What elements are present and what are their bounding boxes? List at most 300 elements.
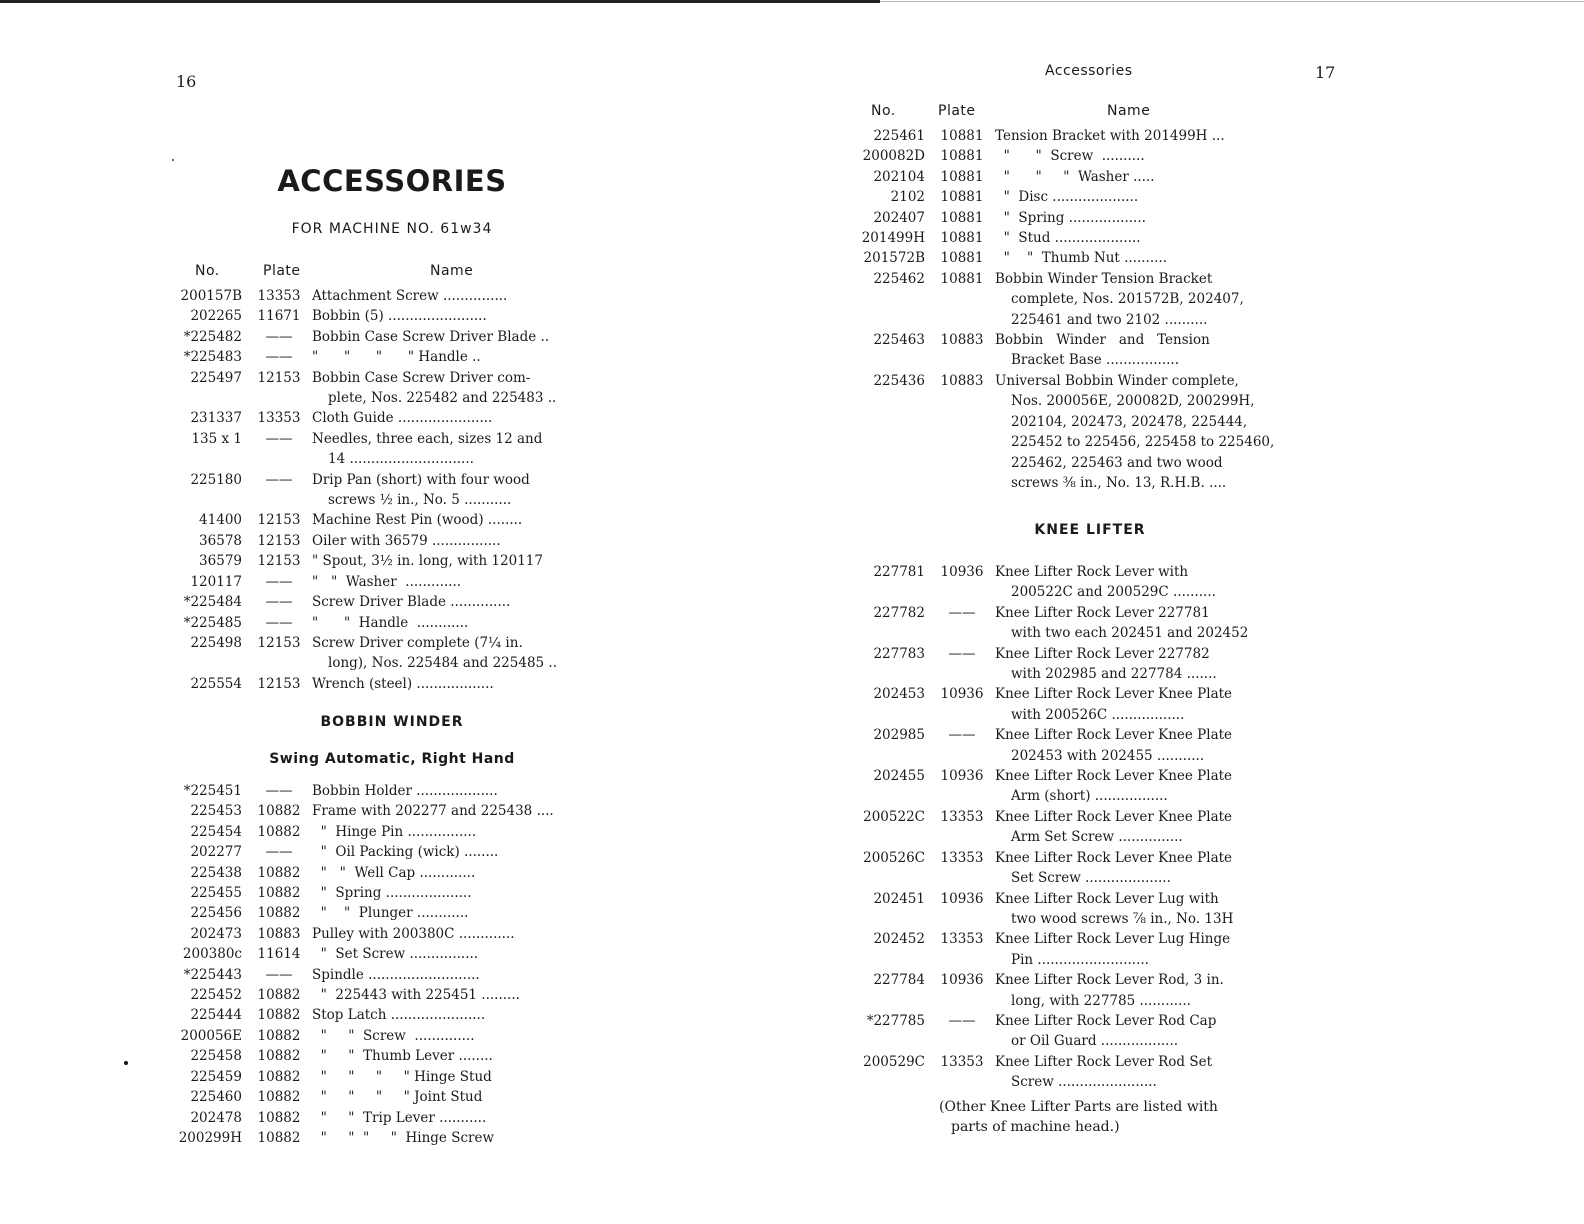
table-row bbox=[172, 801, 612, 821]
part-name bbox=[995, 228, 1295, 248]
column-header-plate: Plate bbox=[263, 263, 301, 279]
part-number: 225452 bbox=[190, 987, 242, 1004]
part-number: 202478 bbox=[190, 1109, 242, 1126]
part-name-line: " Disc .................... bbox=[995, 189, 1139, 206]
part-number: 225497 bbox=[190, 369, 242, 386]
table-row bbox=[172, 347, 612, 367]
part-number: 202451 bbox=[873, 890, 925, 907]
table-row bbox=[172, 781, 612, 801]
part-name-line: " Set Screw ................ bbox=[312, 946, 479, 963]
footnote-line: (Other Knee Lifter Parts are listed with bbox=[939, 1099, 1218, 1115]
column-header-plate: Plate bbox=[938, 103, 976, 119]
plate-number: —— bbox=[948, 1012, 976, 1029]
part-name bbox=[312, 1128, 612, 1148]
part-number: 202452 bbox=[873, 931, 925, 948]
table-row bbox=[172, 944, 612, 964]
table-row bbox=[855, 889, 1295, 930]
part-number: *225485 bbox=[183, 614, 242, 631]
part-name-line: " " Handle ............ bbox=[312, 614, 469, 631]
part-name bbox=[312, 903, 612, 923]
plate-number: 10882 bbox=[257, 905, 301, 922]
part-name-line: with 202985 and 227784 ....... bbox=[1011, 666, 1217, 683]
table-row bbox=[855, 644, 1295, 685]
plate-number: 10936 bbox=[940, 564, 984, 580]
part-number: 201572B bbox=[863, 250, 925, 267]
part-name bbox=[995, 187, 1295, 207]
part-name-line: " 225443 with 225451 ......... bbox=[312, 987, 520, 1004]
part-name-line: Drip Pan (short) with four wood bbox=[312, 471, 530, 488]
part-name-line: " " Thumb Nut .......... bbox=[995, 250, 1168, 267]
part-name-line: Pulley with 200380C ............. bbox=[312, 925, 515, 942]
table-row bbox=[855, 228, 1295, 248]
part-name bbox=[995, 766, 1295, 807]
plate-number: —— bbox=[265, 783, 293, 799]
column-header-name: Name bbox=[1107, 103, 1151, 119]
table-row bbox=[172, 822, 612, 842]
plate-number: 10882 bbox=[257, 803, 301, 820]
part-name-line: Wrench (steel) .................. bbox=[312, 675, 494, 692]
part-number: 227784 bbox=[873, 972, 925, 989]
table-row bbox=[855, 248, 1295, 268]
part-name bbox=[312, 429, 612, 470]
plate-number: 13353 bbox=[940, 849, 984, 866]
plate-number: 12153 bbox=[257, 675, 301, 692]
part-number: 200157B bbox=[180, 288, 242, 304]
part-name-line: Knee Lifter Rock Lever Knee Plate bbox=[995, 768, 1233, 785]
part-name bbox=[312, 286, 612, 306]
part-name-line: " Spring .................. bbox=[995, 209, 1146, 226]
plate-number: 10881 bbox=[940, 230, 984, 247]
plate-number: —— bbox=[265, 844, 293, 861]
table-row bbox=[172, 674, 612, 694]
part-name-line: Bobbin Winder and Tension bbox=[995, 332, 1210, 349]
part-name-line: " " Screw .............. bbox=[312, 1027, 475, 1044]
part-name-line: Oiler with 36579 ................ bbox=[312, 532, 501, 549]
part-number: 225461 bbox=[873, 128, 925, 144]
part-name-line: 225461 and two 2102 .......... bbox=[1011, 311, 1208, 328]
table-row bbox=[172, 572, 612, 592]
page-title: ACCESSORIES bbox=[277, 164, 507, 198]
plate-number: —— bbox=[265, 349, 293, 366]
part-number: 225462 bbox=[873, 270, 925, 287]
part-number: 225498 bbox=[190, 634, 242, 651]
part-name-line: Knee Lifter Rock Lever with bbox=[995, 564, 1189, 580]
part-name-line: " " Trip Lever ........... bbox=[312, 1109, 487, 1126]
part-name-line: Bobbin Holder ................... bbox=[312, 783, 498, 799]
part-number: 202277 bbox=[190, 844, 242, 861]
table-row bbox=[855, 1011, 1295, 1052]
table-row bbox=[172, 985, 612, 1005]
part-number: 231337 bbox=[190, 410, 242, 427]
table-row bbox=[172, 327, 612, 347]
part-name-line: with 200526C ................. bbox=[1011, 706, 1185, 723]
part-number: 202265 bbox=[190, 308, 242, 325]
plate-number: 10882 bbox=[257, 864, 301, 881]
part-number: 225454 bbox=[190, 823, 242, 840]
part-name bbox=[312, 592, 612, 612]
part-number: 200082D bbox=[862, 148, 925, 165]
part-name-line: Knee Lifter Rock Lever Rod Cap bbox=[995, 1012, 1217, 1029]
plate-number: 12153 bbox=[257, 634, 301, 651]
part-name bbox=[312, 924, 612, 944]
part-name bbox=[995, 644, 1295, 685]
table-row bbox=[855, 146, 1295, 166]
footnote bbox=[939, 1097, 1218, 1137]
part-name-line: Screw ....................... bbox=[1011, 1074, 1157, 1091]
plate-number: 12153 bbox=[257, 532, 301, 549]
part-name-line: long), Nos. 225484 and 225485 .. bbox=[328, 655, 557, 672]
part-name-line: " " Washer ............. bbox=[312, 573, 462, 590]
part-name bbox=[995, 807, 1295, 848]
part-name bbox=[995, 208, 1295, 228]
part-number: 36579 bbox=[199, 553, 242, 570]
column-header-no: No. bbox=[195, 263, 220, 279]
part-name-line: " " Well Cap ............. bbox=[312, 864, 476, 881]
part-name bbox=[995, 562, 1295, 603]
table-row bbox=[172, 863, 612, 883]
part-name-line: Arm (short) ................. bbox=[1011, 788, 1168, 805]
part-number: 225444 bbox=[190, 1007, 242, 1024]
accessories-table bbox=[172, 286, 612, 694]
table-row bbox=[172, 429, 612, 470]
table-row bbox=[172, 306, 612, 326]
table-row bbox=[172, 1026, 612, 1046]
plate-number: 10936 bbox=[940, 768, 984, 785]
part-name-line: Bobbin Case Screw Driver Blade .. bbox=[312, 328, 550, 345]
table-row bbox=[172, 592, 612, 612]
part-name-line: 225462, 225463 and two wood bbox=[1011, 454, 1223, 471]
plate-number: 12153 bbox=[257, 512, 301, 529]
plate-number: —— bbox=[265, 614, 293, 631]
part-name bbox=[995, 848, 1295, 889]
part-number: *225483 bbox=[183, 349, 242, 366]
plate-number: 10881 bbox=[940, 209, 984, 226]
part-name bbox=[312, 1067, 612, 1087]
part-name-line: Spindle .......................... bbox=[312, 966, 480, 983]
table-row bbox=[172, 286, 612, 306]
part-number: *225482 bbox=[183, 328, 242, 345]
part-number: 120117 bbox=[190, 573, 242, 590]
part-name-line: Knee Lifter Rock Lever Lug with bbox=[995, 890, 1219, 907]
table-row bbox=[855, 929, 1295, 970]
scan-speck bbox=[172, 159, 174, 161]
plate-number: 10882 bbox=[257, 1048, 301, 1065]
plate-number: 10881 bbox=[940, 189, 984, 206]
plate-number: —— bbox=[948, 645, 976, 662]
part-name-line: 202104, 202473, 202478, 225444, bbox=[1011, 413, 1248, 430]
table-row bbox=[172, 531, 612, 551]
table-row bbox=[172, 1108, 612, 1128]
plate-number: 11671 bbox=[257, 308, 301, 325]
plate-number: 13353 bbox=[940, 808, 984, 825]
part-name bbox=[312, 965, 612, 985]
part-number: 41400 bbox=[199, 512, 242, 529]
part-name bbox=[312, 306, 612, 326]
part-name bbox=[312, 510, 612, 530]
table-row bbox=[855, 187, 1295, 207]
knee-lifter-table bbox=[855, 562, 1295, 1093]
part-name-line: 14 ............................. bbox=[328, 451, 474, 468]
part-number: 201499H bbox=[861, 230, 925, 247]
part-name bbox=[312, 985, 612, 1005]
part-number: 200380c bbox=[182, 946, 242, 963]
table-row bbox=[172, 1128, 612, 1148]
part-name-line: Tension Bracket with 201499H ... bbox=[995, 128, 1225, 144]
plate-number: —— bbox=[265, 328, 293, 345]
plate-number: 10882 bbox=[257, 987, 301, 1004]
part-name-line: " " Screw .......... bbox=[995, 148, 1145, 165]
plate-number: 12153 bbox=[257, 369, 301, 386]
part-name bbox=[312, 822, 612, 842]
part-name bbox=[995, 1011, 1295, 1052]
plate-number: 10882 bbox=[257, 1007, 301, 1024]
part-number: 227781 bbox=[873, 564, 925, 580]
part-number: *225451 bbox=[183, 783, 242, 799]
part-name-line: " " " " Hinge Stud bbox=[312, 1068, 492, 1085]
part-number: 200056E bbox=[180, 1027, 242, 1044]
part-number: 225453 bbox=[190, 803, 242, 820]
table-row bbox=[855, 684, 1295, 725]
part-name-line: two wood screws ⅞ in., No. 13H bbox=[1011, 910, 1234, 927]
part-name-line: Cloth Guide ...................... bbox=[312, 410, 493, 427]
plate-number: —— bbox=[265, 573, 293, 590]
part-number: 202407 bbox=[873, 209, 925, 226]
part-name-line: 202453 with 202455 ........... bbox=[1011, 747, 1205, 764]
table-row bbox=[172, 1046, 612, 1066]
part-name bbox=[312, 327, 612, 347]
part-name bbox=[995, 126, 1295, 146]
table-row bbox=[855, 766, 1295, 807]
part-number: 225456 bbox=[190, 905, 242, 922]
table-row bbox=[855, 371, 1295, 493]
part-name bbox=[995, 929, 1295, 970]
table-row bbox=[172, 924, 612, 944]
plate-number: —— bbox=[265, 966, 293, 983]
part-name bbox=[312, 633, 612, 674]
plate-number: 10882 bbox=[257, 1027, 301, 1044]
part-name-line: " " " " Hinge Screw bbox=[312, 1129, 495, 1146]
part-name bbox=[995, 1052, 1295, 1093]
part-name-line: plete, Nos. 225482 and 225483 .. bbox=[328, 390, 557, 407]
part-name bbox=[995, 269, 1295, 330]
table-row bbox=[172, 1087, 612, 1107]
part-name bbox=[312, 347, 612, 367]
part-number: *225484 bbox=[183, 594, 242, 611]
part-name-line: Bobbin (5) ....................... bbox=[312, 308, 487, 325]
plate-number: —— bbox=[265, 471, 293, 488]
table-row bbox=[855, 848, 1295, 889]
table-row bbox=[855, 167, 1295, 187]
part-name-line: screws ⅜ in., No. 13, R.H.B. .... bbox=[1011, 474, 1227, 491]
part-name-line: " " Plunger ............ bbox=[312, 905, 469, 922]
part-number: 202453 bbox=[873, 686, 925, 703]
plate-number: 10881 bbox=[940, 168, 984, 185]
part-number: 225180 bbox=[190, 471, 242, 488]
section-subheading-swing-automatic: Swing Automatic, Right Hand bbox=[269, 751, 515, 767]
part-name-line: Screw Driver Blade .............. bbox=[312, 594, 511, 611]
plate-number: 10883 bbox=[940, 372, 984, 389]
plate-number: 10883 bbox=[257, 925, 301, 942]
plate-number: 10881 bbox=[940, 270, 984, 287]
part-number: 225459 bbox=[190, 1068, 242, 1085]
part-name bbox=[995, 725, 1295, 766]
table-row bbox=[172, 408, 612, 428]
plate-number: 13353 bbox=[940, 931, 984, 948]
plate-number: 13353 bbox=[257, 288, 301, 304]
part-number: 200529C bbox=[863, 1053, 925, 1070]
part-name-line: or Oil Guard .................. bbox=[1011, 1033, 1179, 1050]
part-name bbox=[995, 167, 1295, 187]
table-row bbox=[172, 1067, 612, 1087]
part-name bbox=[312, 1087, 612, 1107]
part-name-line: " " " " Handle .. bbox=[312, 349, 481, 366]
part-name bbox=[995, 970, 1295, 1011]
section-heading-knee-lifter: KNEE LIFTER bbox=[1034, 522, 1146, 538]
bobbin-winder-continued-table bbox=[855, 126, 1295, 493]
part-name-line: Machine Rest Pin (wood) ........ bbox=[312, 512, 523, 529]
plate-number: 10882 bbox=[257, 885, 301, 902]
part-name bbox=[312, 781, 612, 801]
plate-number: —— bbox=[948, 727, 976, 744]
part-name-line: " Hinge Pin ................ bbox=[312, 823, 477, 840]
part-name-line: " Spring .................... bbox=[312, 885, 472, 902]
plate-number: —— bbox=[265, 594, 293, 611]
plate-number: 10881 bbox=[940, 250, 984, 267]
table-row bbox=[855, 1052, 1295, 1093]
part-number: 135 x 1 bbox=[191, 430, 242, 447]
part-name-line: Knee Lifter Rock Lever Knee Plate bbox=[995, 686, 1233, 703]
part-name bbox=[995, 248, 1295, 268]
scan-speck bbox=[124, 1061, 128, 1065]
part-number: 200299H bbox=[178, 1129, 242, 1146]
plate-number: 10881 bbox=[940, 128, 984, 144]
part-name-line: Frame with 202277 and 225438 .... bbox=[312, 803, 554, 820]
part-name bbox=[312, 551, 612, 571]
part-number: 225458 bbox=[190, 1048, 242, 1065]
table-row bbox=[172, 842, 612, 862]
part-name bbox=[312, 1108, 612, 1128]
plate-number: —— bbox=[948, 604, 976, 621]
part-name bbox=[312, 613, 612, 633]
part-name bbox=[995, 684, 1295, 725]
table-row bbox=[172, 1005, 612, 1025]
part-name-line: Set Screw .................... bbox=[1011, 870, 1171, 887]
plate-number: 13353 bbox=[940, 1053, 984, 1070]
part-number: 227782 bbox=[873, 604, 925, 621]
part-name bbox=[312, 572, 612, 592]
part-number: 225554 bbox=[190, 675, 242, 692]
part-name-line: complete, Nos. 201572B, 202407, bbox=[1011, 291, 1244, 308]
part-name-line: Arm Set Screw ............... bbox=[1011, 829, 1183, 846]
part-name-line: Stop Latch ...................... bbox=[312, 1007, 486, 1024]
part-name bbox=[312, 863, 612, 883]
table-row bbox=[855, 807, 1295, 848]
table-row bbox=[172, 633, 612, 674]
part-number: 36578 bbox=[199, 532, 242, 549]
left-page bbox=[172, 0, 612, 1224]
part-name bbox=[995, 371, 1295, 493]
table-row bbox=[172, 368, 612, 409]
page-subtitle: FOR MACHINE NO. 61w34 bbox=[291, 221, 493, 237]
part-name-line: Nos. 200056E, 200082D, 200299H, bbox=[1011, 393, 1255, 410]
column-header-no: No. bbox=[871, 103, 896, 119]
part-name-line: 200522C and 200529C .......... bbox=[1011, 584, 1216, 601]
table-row bbox=[855, 603, 1295, 644]
part-name bbox=[312, 1026, 612, 1046]
plate-number: 10882 bbox=[257, 1068, 301, 1085]
part-name-line: long, with 227785 ............ bbox=[1011, 992, 1191, 1009]
plate-number: 10936 bbox=[940, 890, 984, 907]
section-heading-bobbin-winder: BOBBIN WINDER bbox=[320, 714, 464, 730]
table-row bbox=[172, 551, 612, 571]
part-name-line: " Oil Packing (wick) ........ bbox=[312, 844, 499, 861]
part-name bbox=[312, 408, 612, 428]
footnote-line: parts of machine head.) bbox=[951, 1119, 1120, 1135]
part-name-line: Knee Lifter Rock Lever Rod Set bbox=[995, 1053, 1213, 1070]
table-row bbox=[172, 470, 612, 511]
part-number: 200526C bbox=[863, 849, 925, 866]
part-name-line: " " " Washer ..... bbox=[995, 168, 1155, 185]
part-number: 202473 bbox=[190, 925, 242, 942]
part-name bbox=[312, 470, 612, 511]
table-row bbox=[172, 903, 612, 923]
table-row bbox=[172, 883, 612, 903]
part-name-line: Knee Lifter Rock Lever Knee Plate bbox=[995, 727, 1233, 744]
part-name-line: Knee Lifter Rock Lever 227781 bbox=[995, 604, 1210, 621]
part-name-line: Screw Driver complete (7¼ in. bbox=[312, 634, 523, 651]
part-name-line: Knee Lifter Rock Lever Rod, 3 in. bbox=[995, 972, 1224, 989]
part-name-line: 225452 to 225456, 225458 to 225460, bbox=[1011, 434, 1275, 451]
part-name bbox=[995, 330, 1295, 371]
part-name-line: with two each 202451 and 202452 bbox=[1011, 625, 1249, 642]
part-name bbox=[312, 801, 612, 821]
part-name-line: Knee Lifter Rock Lever Knee Plate bbox=[995, 808, 1233, 825]
part-number: 225438 bbox=[190, 864, 242, 881]
running-head: Accessories bbox=[1045, 63, 1133, 79]
part-name-line: Knee Lifter Rock Lever 227782 bbox=[995, 645, 1210, 662]
table-row bbox=[855, 269, 1295, 330]
part-name bbox=[995, 146, 1295, 166]
plate-number: 10882 bbox=[257, 1089, 301, 1106]
part-name bbox=[312, 368, 612, 409]
part-number: 225460 bbox=[190, 1089, 242, 1106]
page-number: 16 bbox=[176, 72, 197, 91]
part-name bbox=[312, 944, 612, 964]
part-name-line: " Stud .................... bbox=[995, 230, 1141, 247]
table-row bbox=[855, 725, 1295, 766]
part-number: *225443 bbox=[183, 966, 242, 983]
right-page bbox=[855, 0, 1336, 1224]
part-number: 2102 bbox=[890, 189, 925, 206]
plate-number: 11614 bbox=[257, 946, 301, 963]
part-number: *227785 bbox=[866, 1012, 925, 1029]
part-number: 225455 bbox=[190, 885, 242, 902]
part-name-line: " " Thumb Lever ........ bbox=[312, 1048, 493, 1065]
part-name-line: Knee Lifter Rock Lever Knee Plate bbox=[995, 849, 1233, 866]
table-row bbox=[172, 613, 612, 633]
table-row bbox=[855, 970, 1295, 1011]
part-name bbox=[312, 1046, 612, 1066]
part-number: 225436 bbox=[873, 372, 925, 389]
plate-number: 10881 bbox=[940, 148, 984, 165]
plate-number: 10936 bbox=[940, 972, 984, 989]
table-row bbox=[855, 208, 1295, 228]
column-header-name: Name bbox=[430, 263, 474, 279]
part-number: 200522C bbox=[863, 808, 925, 825]
part-name-line: Knee Lifter Rock Lever Lug Hinge bbox=[995, 931, 1231, 948]
part-name-line: Needles, three each, sizes 12 and bbox=[312, 430, 543, 447]
part-number: 202455 bbox=[873, 768, 925, 785]
